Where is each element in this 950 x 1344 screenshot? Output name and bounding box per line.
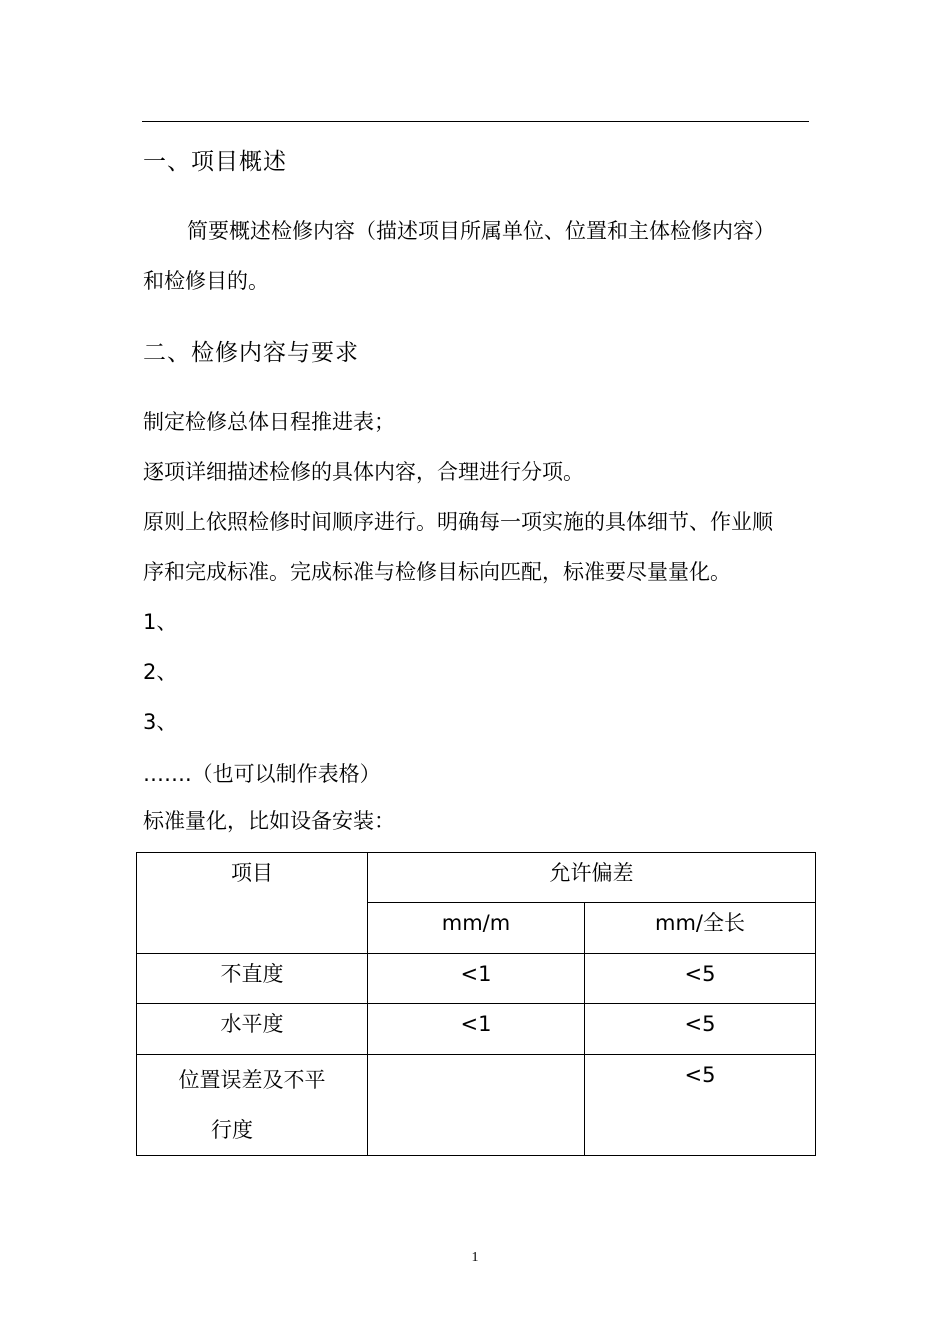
table-row <box>137 954 816 1004</box>
row-item-line-2: 行度 <box>211 1118 253 1142</box>
table-row <box>137 1055 816 1156</box>
table-cell <box>137 1004 368 1055</box>
subheader-mm-total: mm/全长 <box>655 911 745 935</box>
page-number: 1 <box>471 1250 479 1265</box>
table-cell <box>137 1055 368 1156</box>
table-cell <box>368 954 585 1004</box>
table-cell <box>585 954 816 1004</box>
section-2-heading: 二、检修内容与要求 <box>143 340 359 366</box>
row-item: 水平度 <box>220 1012 284 1036</box>
table-cell <box>368 1004 585 1055</box>
section-1-heading: 一、项目概述 <box>143 149 287 175</box>
body-line: 原则上依照检修时间顺序进行。明确每一项实施的具体细节、作业顺 <box>143 510 773 534</box>
column-header-item: 项目 <box>231 861 273 885</box>
list-item-1: 1、 <box>143 610 178 634</box>
subheader-mm-per-m: mm/m <box>441 911 511 935</box>
body-line: 制定检修总体日程推进表； <box>143 410 395 434</box>
ellipsis-note: …….（也可以制作表格） <box>143 762 381 786</box>
header-rule <box>142 121 809 122</box>
row-mm-total: <5 <box>684 1063 716 1087</box>
row-mm-per-m: <1 <box>460 962 492 986</box>
table-cell <box>585 1055 816 1156</box>
table-row <box>137 1004 816 1055</box>
subheader-cell <box>368 903 585 954</box>
column-header-tolerance: 允许偏差 <box>549 861 634 885</box>
table-cell <box>585 1004 816 1055</box>
row-item-line-1: 位置误差及不平 <box>178 1068 326 1092</box>
row-mm-total: <5 <box>684 1012 716 1036</box>
body-line: 逐项详细描述检修的具体内容，合理进行分项。 <box>143 460 584 484</box>
row-mm-total: <5 <box>684 962 716 986</box>
row-mm-per-m <box>368 1055 584 1060</box>
list-item-3: 3、 <box>143 710 178 734</box>
table-cell <box>137 954 368 1004</box>
header-tolerance-cell <box>368 853 816 903</box>
row-item: 不直度 <box>220 962 284 986</box>
row-mm-per-m: <1 <box>460 1012 492 1036</box>
list-item-2: 2、 <box>143 660 178 684</box>
section-1-paragraph-line-2: 和检修目的。 <box>143 269 269 293</box>
tolerance-table <box>136 852 816 1156</box>
subheader-cell <box>585 903 816 954</box>
table-cell <box>368 1055 585 1156</box>
section-1-paragraph-line-1: 简要概述检修内容（描述项目所属单位、位置和主体检修内容） <box>187 219 775 243</box>
table-intro: 标准量化，比如设备安装： <box>143 809 395 833</box>
body-line: 序和完成标准。完成标准与检修目标向匹配，标准要尽量量化。 <box>143 560 731 584</box>
header-item-cell <box>137 853 368 954</box>
